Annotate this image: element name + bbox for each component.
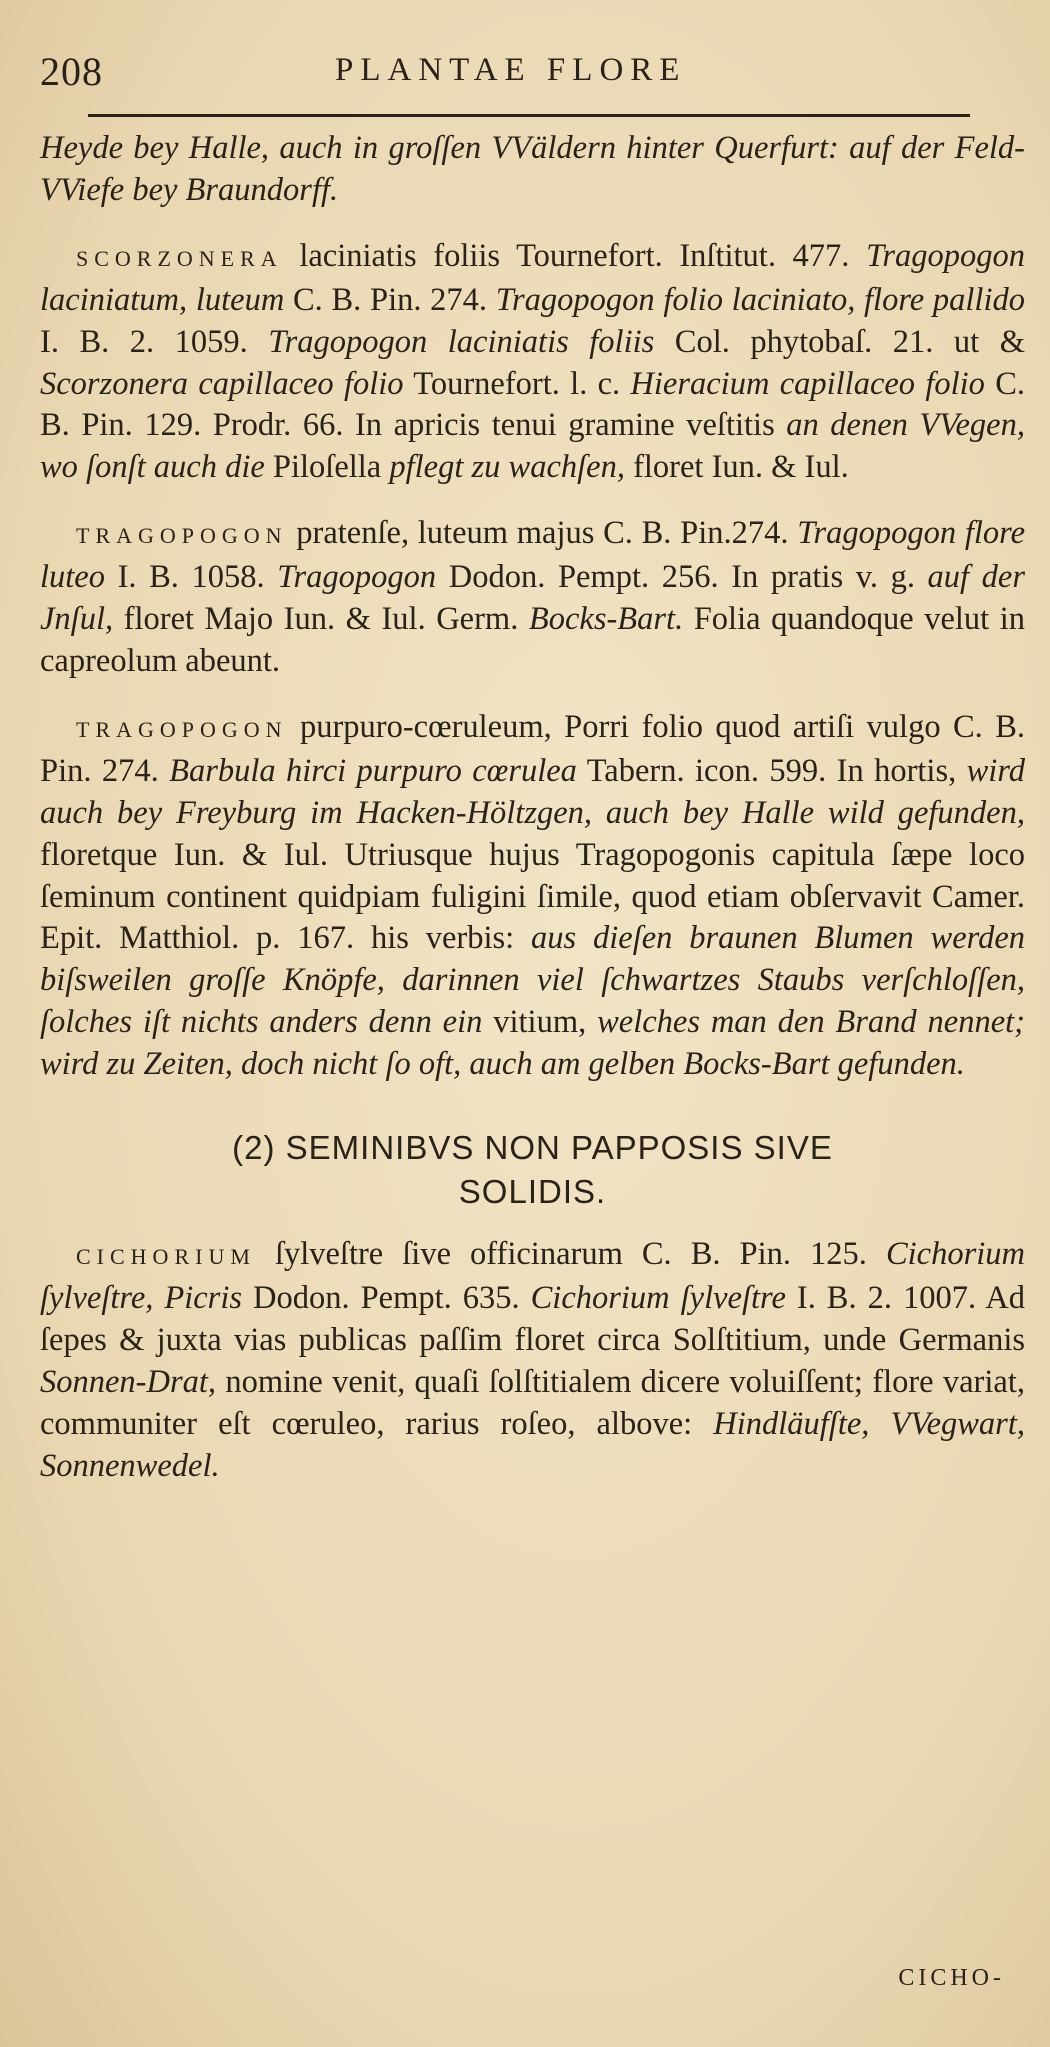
entry-cichorium xyxy=(40,1234,1025,1487)
roman-run: floret Majo Iun. & Iul. Germ. xyxy=(113,601,529,638)
roman-run: Col. phytobaſ. 21. ut & xyxy=(654,323,1025,360)
roman-run: purpuro-cœruleum, Porri folio quod artiſi vulgo C. B. Pin. 274. xyxy=(40,708,1025,789)
roman-run: I. B. 1058. xyxy=(104,559,278,596)
roman-run: C. B. Pin. 129. Prodr. 66. In apricis tenui gramine veſtitis xyxy=(40,365,1026,444)
entry-tragopogon-purpureum xyxy=(40,707,1025,1086)
italic-run: Sonnen-Drat, xyxy=(40,1363,217,1400)
italic-run: Scorzonera capillaceo folio xyxy=(40,365,404,402)
roman-run: Dodon. Pempt. 256. In pratis v. g. xyxy=(436,559,928,596)
italic-run: Cichorium ſylveſtre xyxy=(530,1279,786,1316)
italic-run: Tragopogon laciniatum, luteum xyxy=(40,237,1025,318)
roman-run: pratenſe, luteum majus C. B. Pin.274. xyxy=(296,515,798,552)
roman-run: floret Iun. & Iul. xyxy=(624,449,849,486)
roman-run: Tournefort. l. c. xyxy=(403,365,631,402)
paragraph-continued xyxy=(40,128,1025,212)
italic-run: pflegt zu wachſen, xyxy=(389,449,625,486)
italic-run: Tragopogon laciniatis foliis xyxy=(268,323,655,360)
italic-run: wird auch bey Freyburg im Hacken-Höltzgen, auch bey Halle wild gefunden, xyxy=(40,752,1026,831)
roman-run: Folia quandoque velut in capreolum abeunt. xyxy=(40,601,1025,679)
italic-run: Bocks-Bart. xyxy=(528,601,684,638)
roman-run: vitium, xyxy=(482,1004,598,1041)
entry-text xyxy=(40,709,1025,1082)
italic-run: an denen VVegen, wo ſonſt auch die xyxy=(40,407,1025,486)
genus-name: SCORZONERA xyxy=(76,245,283,271)
roman-run: Piloſella xyxy=(264,449,390,486)
header-rule xyxy=(88,114,970,117)
roman-run: I. B. 2. 1007. Ad ſepes & juxta vias publicas paſſim floret circa Solſtitium, unde Germanis xyxy=(40,1279,1025,1358)
entry-text xyxy=(40,238,1025,486)
genus-name: TRAGOPOGON xyxy=(76,523,288,549)
roman-run: laciniatis foliis Tournefort. Inſtitut. 477. xyxy=(299,237,867,274)
genus-name: TRAGOPOGON xyxy=(76,716,288,742)
section-heading-line1: (2) SEMINIBVS NON PAPPOSIS SIVE xyxy=(232,1129,833,1167)
section-heading xyxy=(40,1126,1025,1214)
page-body xyxy=(40,128,1025,1487)
roman-run: nomine venit, quaſi ſolſtitialem dicere voluiſſent; flore variat, communiter eſt cœruleo, rarius roſeo, albove: xyxy=(40,1363,1025,1442)
roman-run: C. B. Pin. 274. xyxy=(284,281,496,318)
italic-run: Hieracium capillaceo folio xyxy=(630,365,985,402)
page-number: 208 xyxy=(40,49,103,94)
paragraph-text: Heyde bey Halle, auch in groſſen VVäldern hinter Querfurt: auf der Feld-VViefe bey Braundorff. xyxy=(40,130,1025,208)
italic-run: Tragopogon flore luteo xyxy=(40,515,1026,596)
italic-run: aus dieſen braunen Blumen werden biſsweilen groſſe Knöpfe, darinnen viel ſchwartzes Staubs verſchloſſen, ſolches iſt nichts anders denn ein xyxy=(40,920,1025,1041)
page-header xyxy=(40,40,1000,110)
catchword: CICHO- xyxy=(898,1965,1005,1991)
italic-run: Hindläufſte, VVegwart, Sonnenwedel. xyxy=(40,1405,1025,1484)
entry-tragopogon-pratense xyxy=(40,513,1025,683)
entry-scorzonera xyxy=(40,236,1025,489)
section-heading-line2: SOLIDIS. xyxy=(458,1173,607,1211)
roman-run: I. B. 2. 1059. xyxy=(40,323,269,360)
genus-name: CICHORIUM xyxy=(76,1244,256,1270)
roman-run: floretque Iun. & Iul. Utriusque hujus Tragopogonis capitula ſæpe loco ſeminum continent quidpiam fuligini ſimile, quod etiam obſervavit Camer. Epit. Matthiol. p. 167. his verbis: xyxy=(40,836,1025,957)
italic-run: Cichorium ſylveſtre, Picris xyxy=(40,1236,1025,1316)
roman-run: Tabern. icon. 599. In hortis, xyxy=(576,752,967,789)
italic-run: Tragopogon xyxy=(277,559,437,596)
italic-run: Barbula hirci purpuro cœrulea xyxy=(169,752,577,789)
entry-text xyxy=(40,1236,1025,1484)
italic-run: welches man den Brand nennet; wird zu Zeiten, doch nicht ſo oft, auch am gelben Bocks-Bart gefunden. xyxy=(40,1004,1025,1083)
roman-run: ſylveſtre ſive officinarum C. B. Pin. 125. xyxy=(274,1236,886,1273)
roman-run: Dodon. Pempt. 635. xyxy=(242,1279,531,1316)
running-head: PLANTAE FLORE xyxy=(335,52,687,88)
italic-run: Tragopogon folio laciniato, flore pallido xyxy=(495,281,1025,318)
italic-run: auf der Jnſul, xyxy=(40,559,1025,638)
